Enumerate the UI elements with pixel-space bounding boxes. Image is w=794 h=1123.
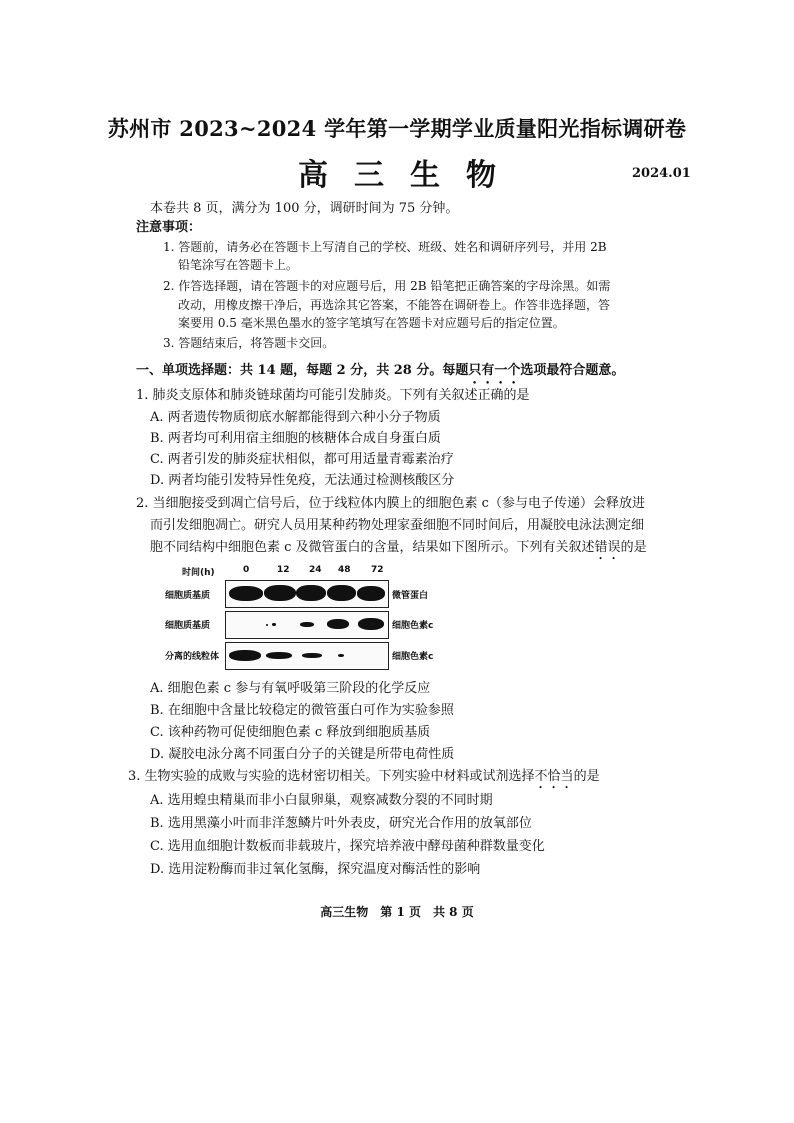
- gel-row-protein: 微管蛋白: [392, 591, 429, 601]
- page-footer: 高三生物 第 1 页 共 8 页: [320, 905, 474, 919]
- gel-lane-mito-cytc: [225, 642, 389, 670]
- intro-text: 本卷共 8 页，满分为 100 分，调研时间为 75 分钟。: [150, 201, 459, 216]
- gel-band: [229, 586, 263, 601]
- gel-row-label: 细胞质基质: [165, 621, 211, 631]
- gel-lane-tubulin: [225, 580, 389, 608]
- gel-band: [358, 618, 384, 630]
- notice-item: 3. 答题结束后，将答题卡交回。: [163, 336, 335, 350]
- notice-item: 改动，用橡皮擦干净后，再选涂其它答案，不能答在调研卷上。作答非选择题，答: [178, 298, 611, 312]
- question-2-stem-part: 的是: [620, 540, 647, 555]
- gel-row-protein: 细胞色素c: [392, 652, 434, 662]
- exam-title: 苏州市 2023~2024 学年第一学期学业质量阳光指标调研卷: [107, 116, 687, 141]
- question-3-stem-part: 3. 生物实验的成败与实验的选材密切相关。下列实验中材料或试剂选择: [128, 769, 535, 784]
- question-3-option: C. 选用血细胞计数板而非载玻片，探究培养液中酵母菌种群数量变化: [150, 839, 545, 854]
- time-point-label: 24: [309, 565, 322, 575]
- question-1-option: A. 两者遗传物质彻底水解都能得到六种小分子物质: [150, 410, 441, 425]
- question-3-option: A. 选用蝗虫精巢而非小白鼠卵巢，观察减数分裂的不同时期: [150, 793, 493, 808]
- notice-item: 2. 作答选择题，请在答题卡的对应题号后，用 2B 铅笔把正确答案的字母涂黑。如需: [163, 279, 611, 293]
- time-point-label: 0: [243, 565, 250, 575]
- question-1-option: D. 两者均能引发特异性免疫，无法通过检测核酸区分: [150, 473, 455, 488]
- gel-band: [338, 654, 344, 657]
- question-2-stem-part: 胞不同结构中细胞色素 c 及微管蛋白的含量，结果如下图所示。下列有关叙述: [150, 540, 595, 555]
- question-1-option: C. 两者引发的肺炎症状相似，都可用适量青霉素治疗: [150, 452, 454, 467]
- question-2-stem: 2. 当细胞接受到凋亡信号后，位于线粒体内膜上的细胞色素 c（参与电子传递）会释放进: [136, 496, 645, 511]
- gel-band: [266, 652, 292, 659]
- gel-row-protein: 细胞色素c: [392, 621, 434, 631]
- question-2-option: B. 在细胞中含量比较稳定的微管蛋白可作为实验参照: [150, 703, 454, 718]
- section-heading-part: 选项最符合题意。: [520, 363, 625, 378]
- gel-band: [327, 585, 356, 601]
- gel-band: [327, 619, 349, 629]
- section-heading: [136, 362, 624, 387]
- gel-band: [229, 650, 261, 661]
- gel-band: [266, 624, 268, 626]
- time-axis-label: 时间(h): [182, 568, 215, 578]
- notice-item: 铅笔涂写在答题卡上。: [178, 258, 299, 272]
- gel-row-label: 细胞质基质: [165, 591, 211, 601]
- gel-band: [357, 586, 385, 601]
- time-point-label: 72: [371, 565, 384, 575]
- notice-item: 案要用 0.5 毫米黑色墨水的签字笔填写在答题卡对应题号后的指定位置。: [178, 316, 565, 330]
- time-point-label: 48: [338, 565, 351, 575]
- emphasis-text: 不恰当: [534, 769, 574, 784]
- gel-row-label: 分离的线粒体: [165, 652, 220, 662]
- question-1-option: B. 两者均可利用宿主细胞的核糖体合成自身蛋白质: [150, 431, 441, 446]
- gel-band: [300, 622, 314, 627]
- emphasis-text: 只有一个: [468, 363, 521, 378]
- question-2-option: D. 凝胶电泳分离不同蛋白分子的关键是所带电荷性质: [150, 747, 455, 762]
- question-3-stem: [128, 768, 600, 792]
- question-2-stem: [150, 539, 647, 563]
- section-heading-part: 一、单项选择题：共 14 题，每题 2 分，共 28 分。每题: [136, 363, 469, 378]
- question-1-stem: 1. 肺炎支原体和肺炎链球菌均可能引发肺炎。下列有关叙述正确的是: [136, 388, 530, 403]
- notice-item: 1. 答题前，请务必在答题卡上写清自己的学校、班级、姓名和调研序列号，并用 2B: [163, 240, 607, 254]
- gel-band: [264, 585, 296, 601]
- subject-title: 高三生物: [298, 158, 522, 193]
- question-2-stem: 而引发细胞凋亡。研究人员用某种药物处理家蚕细胞不同时间后，用凝胶电泳法测定细: [150, 518, 645, 533]
- time-point-label: 12: [277, 565, 290, 575]
- question-3-option: B. 选用黑藻小叶而非洋葱鳞片叶外表皮，研究光合作用的放氧部位: [150, 816, 532, 831]
- gel-band: [272, 623, 276, 626]
- gel-band: [296, 585, 326, 601]
- emphasis-text: 错误: [594, 540, 621, 555]
- gel-band: [302, 653, 322, 658]
- notice-heading: 注意事项：: [136, 220, 202, 235]
- gel-lane-cytosol-cytc: [225, 611, 389, 639]
- exam-date: 2024.01: [632, 166, 691, 181]
- question-3-stem-part: 的是: [573, 769, 600, 784]
- question-2-option: A. 细胞色素 c 参与有氧呼吸第三阶段的化学反应: [150, 681, 431, 696]
- question-3-option: D. 选用淀粉酶而非过氧化氢酶，探究温度对酶活性的影响: [150, 862, 481, 877]
- question-2-option: C. 该种药物可促使细胞色素 c 释放到细胞质基质: [150, 725, 431, 740]
